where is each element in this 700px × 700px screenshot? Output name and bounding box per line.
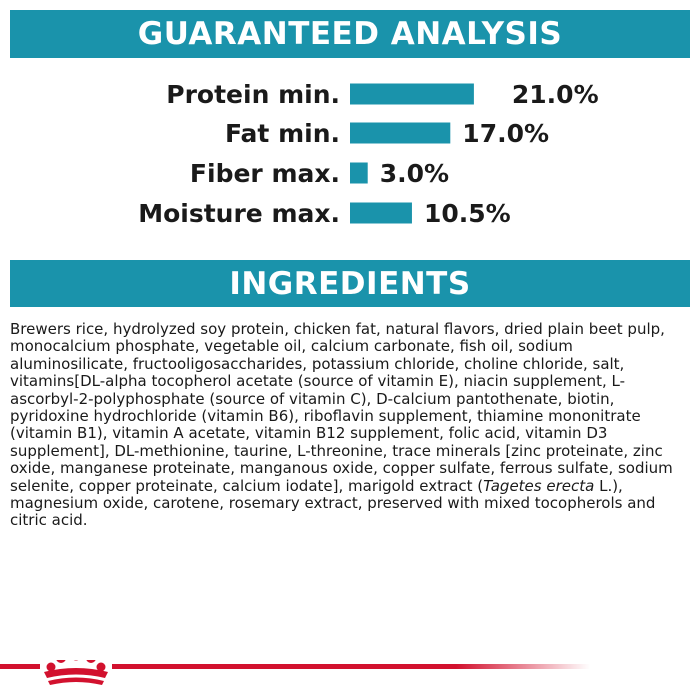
bar [350, 123, 450, 144]
value-label: 21.0% [511, 80, 599, 109]
value-label: 10.5% [423, 199, 511, 228]
bar [350, 163, 368, 184]
footer-red-line-right [112, 664, 590, 669]
category-label: Fat min. [224, 119, 340, 148]
ingredients-text-main: Brewers rice, hydrolyzed soy protein, chicken fat, natural flavors, dried plain beet pulp, monocalcium phosphate, vegetable oil, calcium carbonate, fish oil, sodium aluminosilicate, fructooligosaccharides, potassium chloride, choline chloride, salt, vitamins[DL-alpha tocopherol acetate (source of vitamin E), niacin supplement, L-ascorbyl-2-polyphosphate (source of vitamin C), D-calcium pantothenate, biotin, pyridoxine hydrochloride (vitamin B6), riboflavin supplement, thiamine mononitrate (vitamin B1), vitamin A acetate, vitamin B12 supplement, folic acid, vitamin D3 supplement], DL-methionine, taurine, L-threonine, trace minerals [zinc proteinate, zinc oxide, manganese proteinate, manganous oxide, copper sulfate, ferrous sulfate, sodium selenite, copper proteinate, calcium iodate], marigold extract ( [10, 320, 673, 495]
bar [350, 84, 474, 105]
bar [350, 203, 412, 224]
value-label: 17.0% [462, 119, 550, 148]
value-label: 3.0% [379, 159, 450, 188]
ingredients-text [10, 321, 690, 530]
royal-canin-crown-icon [44, 660, 108, 685]
ingredients-text-end: L.), magnesium oxide, carotene, rosemary extract, preserved with mixed tocopherols and citric acid. [10, 476, 656, 530]
category-label: Fiber max. [189, 159, 340, 188]
footer-brand-line [0, 660, 700, 700]
category-label: Moisture max. [138, 199, 340, 228]
guaranteed-analysis-title: GUARANTEED ANALYSIS [137, 16, 563, 52]
ingredients-title: INGREDIENTS [229, 265, 471, 302]
ingredients-banner [10, 260, 690, 307]
guaranteed-analysis-banner [10, 10, 690, 58]
category-label: Protein min. [166, 80, 340, 109]
footer-red-line-left [0, 664, 40, 669]
guaranteed-analysis-chart [0, 70, 700, 250]
ingredients-text-italic: Tagetes erecta [483, 476, 595, 495]
